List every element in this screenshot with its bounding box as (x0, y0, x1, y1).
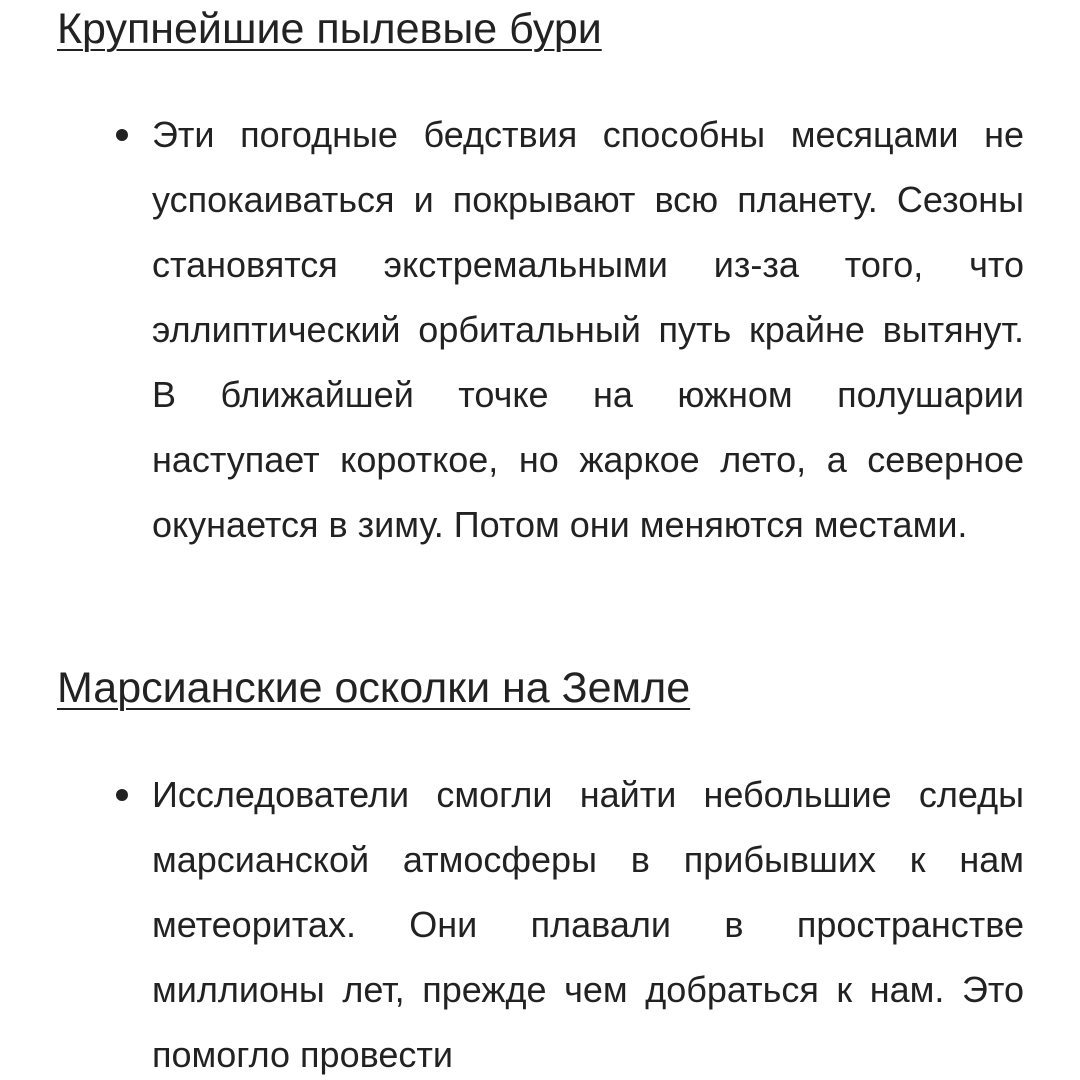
list-item (152, 102, 1024, 557)
list-item-text: Исследователи смогли найти небольшие следы марсианской атмосферы в прибывших к нам метеоритах. Они плавали в пространстве миллионы лет, прежде чем добраться к нам. Это помогло провести (152, 774, 1024, 1075)
section-title-dust-storms[interactable]: Крупнейшие пылевые бури (57, 5, 602, 53)
bullet-list-martian-fragments (0, 762, 1080, 1080)
bullet-list-dust-storms (0, 102, 1080, 557)
section-title-martian-fragments[interactable]: Марсианские осколки на Земле (57, 664, 691, 712)
list-item (152, 762, 1024, 1080)
list-item-text: Эти погодные бедствия способны месяцами не успокаиваться и покрывают всю планету. Сезоны становятся экстремальными из-за того, что эллиптический орбитальный путь крайне вытянут. В ближайшей точке на южном полушарии наступает короткое, но жаркое лето, а северное окунается в зиму. Потом они меняются местами. (152, 114, 1024, 545)
bullet-dot-icon (116, 789, 128, 801)
bullet-dot-icon (116, 129, 128, 141)
